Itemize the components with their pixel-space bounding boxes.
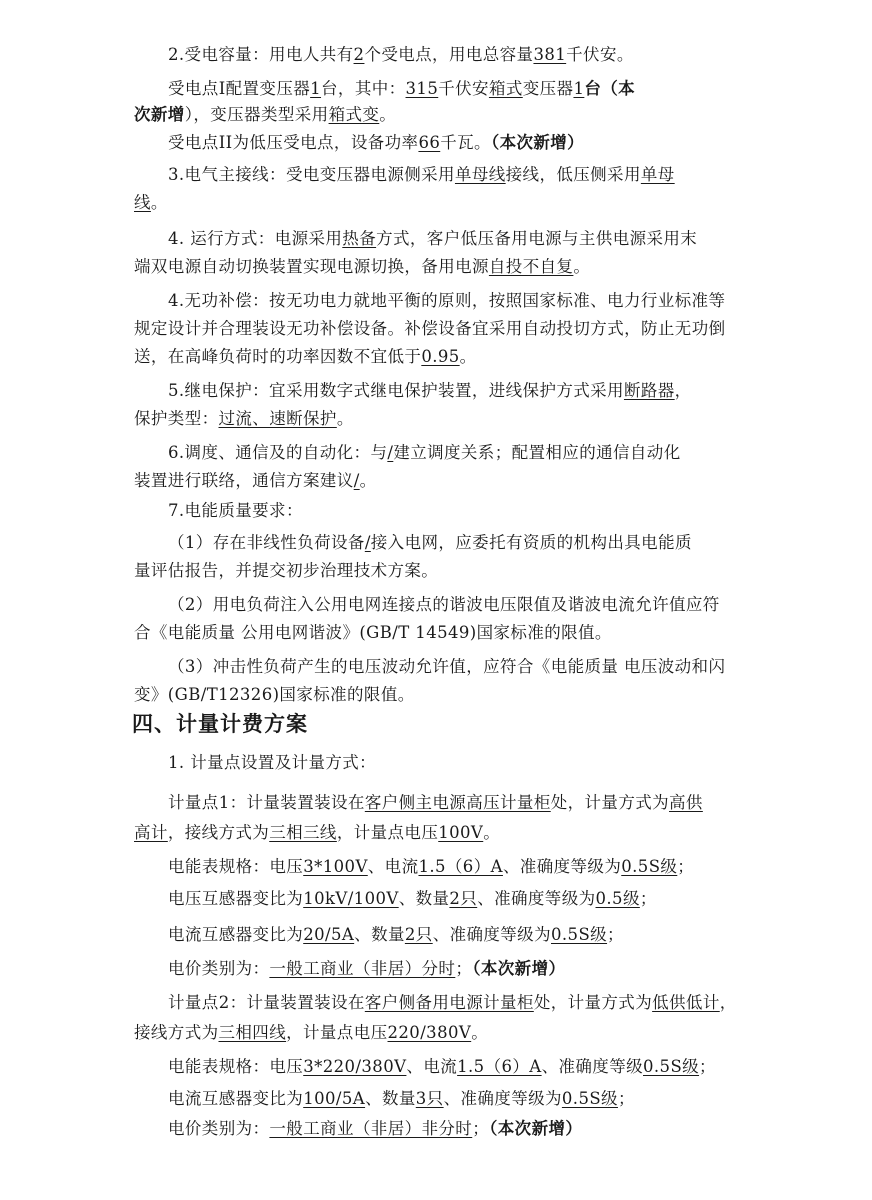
capacity-line: 2.受电容量：用电人共有2个受电点，用电总容量381千伏安。 <box>168 45 634 64</box>
dispatch-line: 6.调度、通信及的自动化：与/建立调度关系；配置相应的通信自动化 <box>168 443 681 462</box>
voltage-transformer-line: 电压互感器变比为10kV/100V、数量2只、准确度等级为0.5级； <box>168 889 657 908</box>
transformer-capacity: 315 <box>405 79 439 98</box>
metering-point-setup-line: 1. 计量点设置及计量方式： <box>168 753 377 772</box>
power-quality-title: 7.电能质量要求： <box>168 501 303 520</box>
receiving-point-2-line: 受电点II为低压受电点，设备功率66千瓦。（本次新增） <box>168 133 585 152</box>
metering-point-2-line-2: 接线方式为三相四线，计量点电压220/380V。 <box>134 1023 489 1042</box>
transformer-type-line: 次新增），变压器类型采用箱式变。 <box>134 105 397 124</box>
dispatch-line-2: 装置进行联络，通信方案建议/。 <box>134 471 377 490</box>
section-heading-metering: 四、计量计费方案 <box>132 712 308 736</box>
relay-protection-line: 5.继电保护：宜采用数字式继电保护装置，进线保护方式采用断路器， <box>168 381 692 400</box>
main-wiring-line: 3.电气主接线：受电变压器电源侧采用单母线接线，低压侧采用单母 <box>168 165 675 184</box>
tariff-category-line-2: 电价类别为：一般工商业（非居）非分时；（本次新增） <box>168 1119 583 1138</box>
metering-point-1-line-2: 高计，接线方式为三相三线，计量点电压100V。 <box>134 823 501 842</box>
harmonic-line: （2）用电负荷注入公用电网连接点的谐波电压限值及谐波电流允许值应符 <box>168 595 720 614</box>
receiving-point-1-line: 受电点Ⅰ配置变压器1台，其中：315千伏安箱式变压器1台（本 <box>168 79 636 98</box>
flicker-line-2: 变》(GB/T12326)国家标准的限值。 <box>134 685 415 704</box>
reactive-compensation-line-3: 送，在高峰负荷时的功率因数不宜低于0.95。 <box>134 347 477 366</box>
nonlinear-load-line: （1）存在非线性负荷设备/接入电网，应委托有资质的机构出具电能质 <box>168 533 692 552</box>
reactive-compensation-line-2: 规定设计并合理装设无功补偿设备。补偿设备宜采用自动投切方式，防止无功倒 <box>134 319 726 338</box>
operation-mode-line: 4. 运行方式：电源采用热备方式，客户低压备用电源与主供电源采用末 <box>168 229 698 248</box>
operation-mode-line-2: 端双电源自动切换装置实现电源切换，备用电源自投不自复。 <box>134 257 591 276</box>
flicker-line: （3）冲击性负荷产生的电压波动允许值，应符合《电能质量 电压波动和闪 <box>168 657 726 676</box>
protection-type-line: 保护类型：过流、速断保护。 <box>134 409 354 428</box>
power-factor-value: 0.95 <box>421 347 460 366</box>
tariff-category-line-1: 电价类别为：一般工商业（非居）分时；（本次新增） <box>168 959 566 978</box>
total-capacity-value: 381 <box>533 45 567 64</box>
nonlinear-load-line-2: 量评估报告，并提交初步治理技术方案。 <box>134 561 439 580</box>
metering-point-1-line: 计量点1：计量装置装设在客户侧主电源高压计量柜处，计量方式为高供 <box>168 793 703 812</box>
metering-point-2-line: 计量点2：计量装置装设在客户侧备用电源计量柜处，计量方式为低供低计， <box>168 993 737 1012</box>
current-transformer-line-2: 电流互感器变比为100/5A、数量3只、准确度等级为0.5S级； <box>168 1089 635 1108</box>
receiving-point-count: 2 <box>353 45 365 64</box>
meter-spec-line-2: 电能表规格：电压3*220/380V、电流1.5（6）A、准确度等级0.5S级； <box>168 1057 716 1076</box>
current-transformer-line-1: 电流互感器变比为20/5A、数量2只、准确度等级为0.5S级； <box>168 925 624 944</box>
harmonic-line-2: 合《电能质量 公用电网谐波》(GB/T 14549)国家标准的限值。 <box>134 623 612 642</box>
main-wiring-line-2: 线。 <box>134 193 168 212</box>
reactive-compensation-line: 4.无功补偿：按无功电力就地平衡的原则，按照国家标准、电力行业标准等 <box>168 291 726 310</box>
meter-spec-line-1: 电能表规格：电压3*100V、电流1.5（6）A、准确度等级为0.5S级； <box>168 857 695 876</box>
